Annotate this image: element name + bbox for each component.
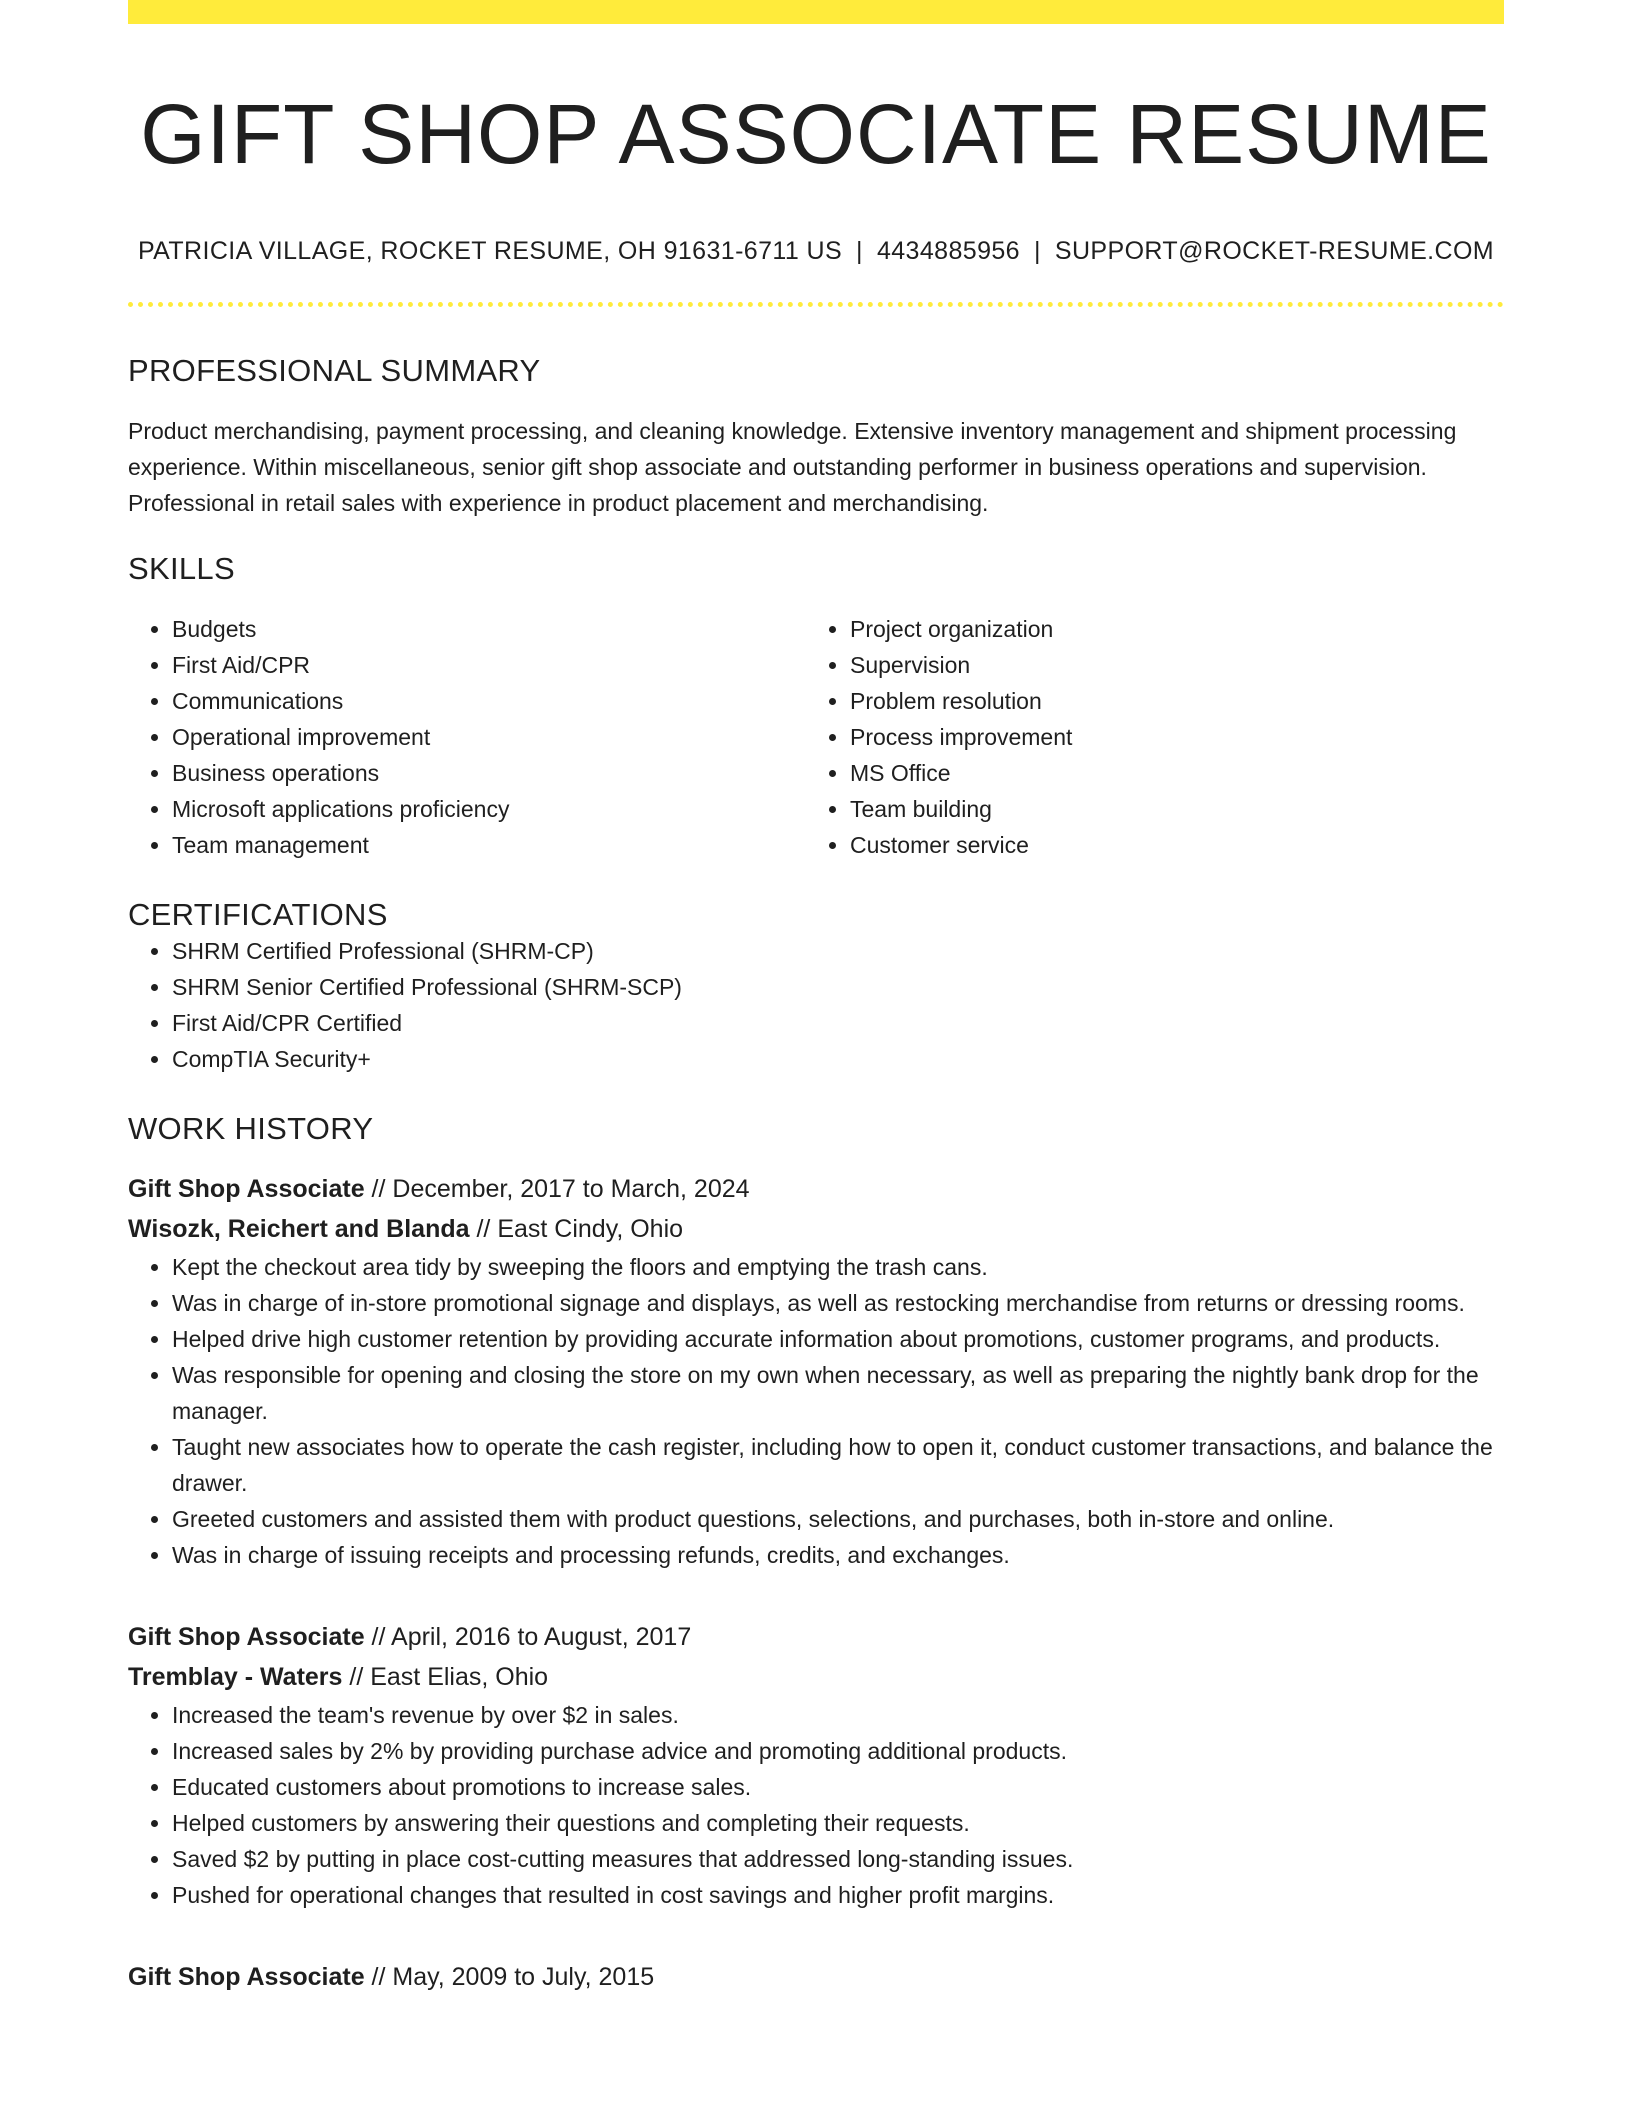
job-location: // East Elias, Ohio: [342, 1662, 549, 1691]
job-duty-item: • Helped drive high customer retention by providing accurate information about promotions, customer programs, and products.: [172, 1321, 1504, 1357]
contact-email: SUPPORT@ROCKET-RESUME.COM: [1054, 236, 1495, 265]
certification-item: • CompTIA Security+: [172, 1041, 1504, 1077]
job-title: Gift Shop Associate: [128, 1174, 365, 1203]
skills-columns: [128, 611, 1504, 863]
job-duty-item: • Was in charge of issuing receipts and processing refunds, credits, and exchanges.: [172, 1537, 1504, 1573]
contact-separator: |: [856, 236, 863, 265]
job-duty-item: • Kept the checkout area tidy by sweeping the floors and emptying the trash cans.: [172, 1249, 1504, 1285]
accent-top-bar: [128, 0, 1504, 24]
job-dates: // December, 2017 to March, 2024: [364, 1174, 750, 1203]
job-duties-list: [128, 1249, 1504, 1573]
dotted-divider: [128, 302, 1504, 307]
skill-item: • Process improvement: [850, 719, 1484, 755]
contact-address: PATRICIA VILLAGE, ROCKET RESUME, OH 91631-6711 US: [137, 236, 843, 265]
contact-phone: 4434885956: [876, 236, 1020, 265]
job-entry: [128, 1957, 1504, 1997]
skill-item: • Team management: [172, 827, 806, 863]
certifications-list: [128, 933, 1504, 1077]
skills-list-left: [128, 611, 806, 863]
job-duty-item: • Helped customers by answering their questions and completing their requests.: [172, 1805, 1504, 1841]
job-company: Tremblay - Waters: [128, 1662, 343, 1691]
resume-title: GIFT SHOP ASSOCIATE RESUME: [140, 87, 1492, 181]
skill-item: • Problem resolution: [850, 683, 1484, 719]
skill-item: • Operational improvement: [172, 719, 806, 755]
job-entry: [128, 1169, 1504, 1573]
skill-item: • Project organization: [850, 611, 1484, 647]
job-duties-list: [128, 1697, 1504, 1913]
job-duty-item: • Increased the team's revenue by over $2 in sales.: [172, 1697, 1504, 1733]
job-duty-item: • Educated customers about promotions to increase sales.: [172, 1769, 1504, 1805]
job-duty-item: • Greeted customers and assisted them with product questions, selections, and purchases, both in-store and online.: [172, 1501, 1504, 1537]
job-entry: [128, 1617, 1504, 1913]
certification-item: • SHRM Certified Professional (SHRM-CP): [172, 933, 1504, 969]
job-duty-item: • Taught new associates how to operate the cash register, including how to open it, conduct customer transactions, and balance the drawer.: [172, 1429, 1504, 1501]
skills-column-left: [128, 611, 806, 863]
job-title-line: [128, 1957, 1504, 1997]
skill-item: • Customer service: [850, 827, 1484, 863]
skill-item: • Business operations: [172, 755, 806, 791]
skill-item: • First Aid/CPR: [172, 647, 806, 683]
job-title-line: [128, 1169, 1504, 1209]
skill-item: • Supervision: [850, 647, 1484, 683]
job-company: Wisozk, Reichert and Blanda: [128, 1214, 470, 1243]
summary-text: Product merchandising, payment processing, and cleaning knowledge. Extensive inventory management and shipment processing experience. Within miscellaneous, senior gift shop associate and outstanding performer in business operations and supervision. Professional in retail sales with experience in product placement and merchandising.: [128, 417, 1457, 516]
job-dates: // May, 2009 to July, 2015: [364, 1962, 655, 1991]
work-history-heading: WORK HISTORY: [128, 1110, 374, 1146]
skill-item: • MS Office: [850, 755, 1484, 791]
contact-separator: |: [1034, 236, 1041, 265]
job-duty-item: • Was responsible for opening and closing the store on my own when necessary, as well as preparing the nightly bank drop for the manager.: [172, 1357, 1504, 1429]
job-location: // East Cindy, Ohio: [469, 1214, 684, 1243]
job-duty-item: • Pushed for operational changes that resulted in cost savings and higher profit margins.: [172, 1877, 1504, 1913]
resume-page: [128, 0, 1504, 1997]
job-dates: // April, 2016 to August, 2017: [364, 1622, 692, 1651]
certifications-heading: CERTIFICATIONS: [128, 896, 388, 932]
certification-item: • First Aid/CPR Certified: [172, 1005, 1504, 1041]
skill-item: • Microsoft applications proficiency: [172, 791, 806, 827]
certification-item: • SHRM Senior Certified Professional (SHRM-SCP): [172, 969, 1504, 1005]
contact-line: [128, 237, 1504, 266]
job-duty-item: • Saved $2 by putting in place cost-cutting measures that addressed long-standing issues.: [172, 1841, 1504, 1877]
skill-item: • Team building: [850, 791, 1484, 827]
job-duty-item: • Was in charge of in-store promotional signage and displays, as well as restocking merchandise from returns or dressing rooms.: [172, 1285, 1504, 1321]
job-company-line: [128, 1209, 1504, 1249]
summary-heading: PROFESSIONAL SUMMARY: [128, 352, 541, 388]
job-duty-item: • Increased sales by 2% by providing purchase advice and promoting additional products.: [172, 1733, 1504, 1769]
skill-item: • Budgets: [172, 611, 806, 647]
job-title: Gift Shop Associate: [128, 1622, 365, 1651]
job-title: Gift Shop Associate: [128, 1962, 365, 1991]
skills-list-right: [806, 611, 1484, 863]
skill-item: • Communications: [172, 683, 806, 719]
job-title-line: [128, 1617, 1504, 1657]
job-company-line: [128, 1657, 1504, 1697]
skills-column-right: [806, 611, 1484, 863]
skills-heading: SKILLS: [128, 550, 235, 586]
